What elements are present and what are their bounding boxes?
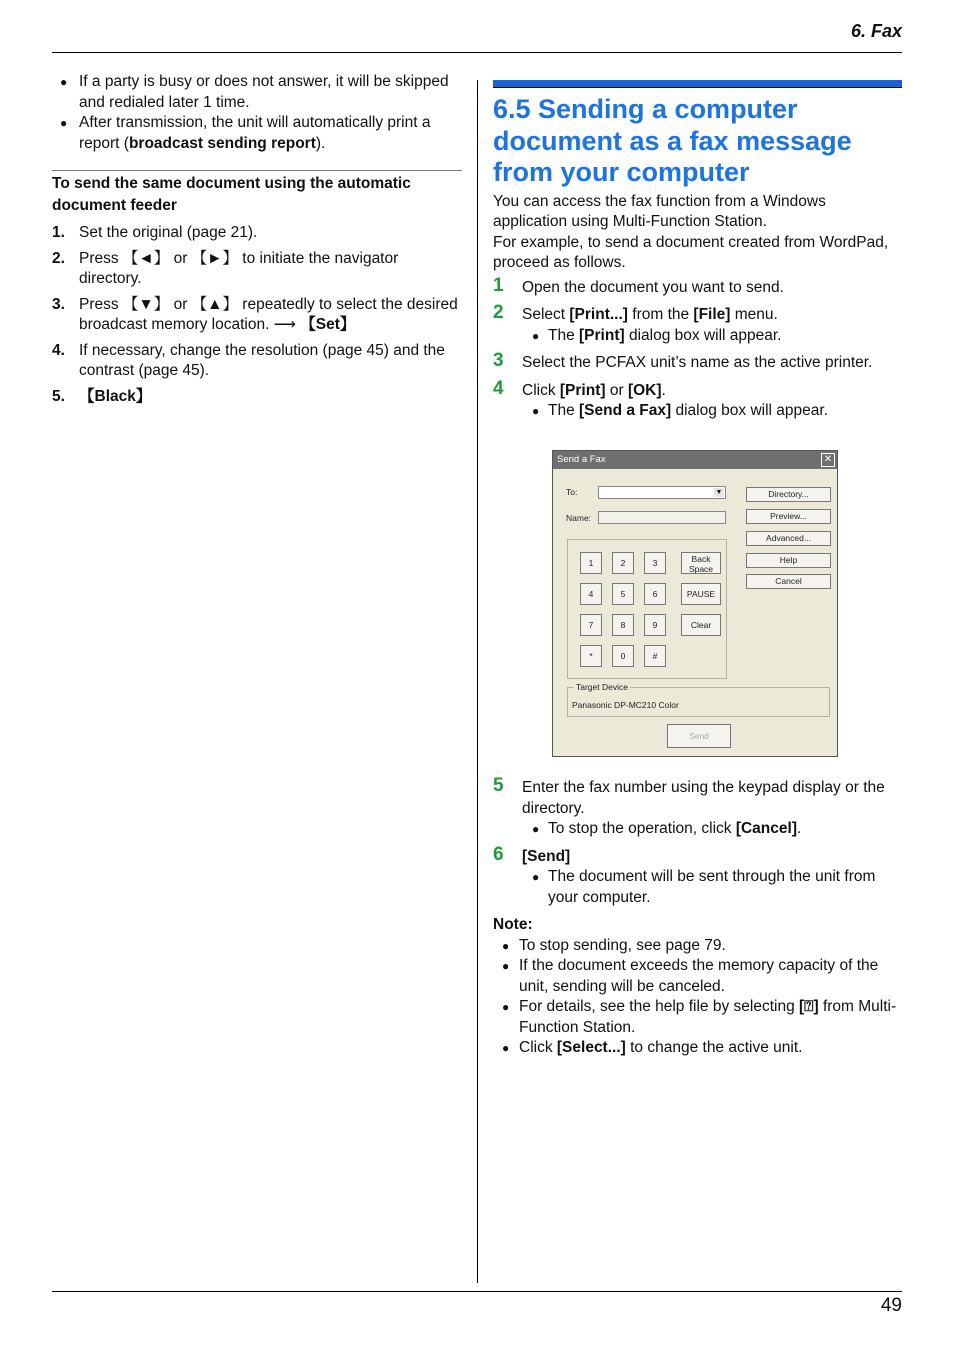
step-item: 1 Open the document you want to send. [493,274,784,296]
note-item: ● Click [Select...] to change the active unit. [493,1038,902,1059]
close-icon[interactable]: ✕ [821,453,835,467]
bullet-icon: ● [532,822,540,836]
bullet-icon: ● [502,959,510,973]
send-a-fax-dialog [552,450,838,757]
step-item: 4 Click [Print] or [OK]. ● The [Send a Fax] dialog box will appear. [493,381,902,422]
pause-button[interactable]: PAUSE [681,583,721,605]
note-item: ● To stop sending, see page 79. [493,936,902,957]
section-title-bar [493,80,902,88]
procedure-steps-continued [493,775,902,908]
bullet-list [52,72,462,154]
sub-bullet: ● To stop the operation, click [Cancel]. [522,819,902,840]
name-field[interactable] [598,511,726,524]
preview-button[interactable]: Preview... [746,509,831,524]
directory-button[interactable]: Directory... [746,487,831,502]
list-item: ● If a party is busy or does not answer, it will be skipped and redialed later 1 time. [60,73,449,111]
key-1[interactable]: 1 [580,552,602,574]
bullet-icon: ● [60,75,68,89]
key-7[interactable]: 7 [580,614,602,636]
note-list [493,936,902,1059]
section-title: 6.5 Sending a computer document as a fax message from your computer [493,94,852,187]
step-item: 2 Select [Print...] from the [File] menu. ● The [Print] dialog box will appear. [493,305,902,346]
numbered-steps [52,223,462,407]
chevron-down-icon[interactable]: ▼ [715,489,723,496]
note-title: Note: [493,916,533,933]
keypad-group [567,539,727,679]
step-item: 2. Press 【◄】 or 【►】 to initiate the navigator directory. [52,249,399,287]
bullet-icon: ● [532,870,540,884]
bullet-icon: ● [502,1000,510,1014]
step-item: 3 Select the PCFAX unit’s name as the active printer. [493,350,873,371]
note-item: ● For details, see the help file by selecting [⍰] from Multi-Function Station. [502,998,897,1036]
key-star[interactable]: * [580,645,602,667]
target-device-group [567,682,830,717]
clear-button[interactable]: Clear [681,614,721,636]
header-rule [52,52,902,53]
page-number: 49 [880,1295,902,1316]
procedure-steps [493,274,902,422]
send-button[interactable]: Send [667,724,731,748]
list-item: ● After transmission, the unit will automatically print a report (broadcast sending report). [60,114,431,152]
sub-bullet: ● The document will be sent through the unit from your computer. [532,868,876,906]
key-3[interactable]: 3 [644,552,666,574]
bullet-icon: ● [532,404,540,418]
key-6[interactable]: 6 [644,583,666,605]
intro-text: You can access the fax function from a Windows application using Multi-Function Station. For example, to send a document created from WordPad, proceed as follows. [493,192,889,271]
chapter-label: 6. Fax [850,21,902,41]
advanced-button[interactable]: Advanced... [746,531,831,546]
cancel-button[interactable]: Cancel [746,574,831,589]
help-button[interactable]: Help [746,553,831,568]
bullet-icon: ● [532,328,540,343]
name-label: Name: [566,513,592,523]
key-9[interactable]: 9 [644,614,666,636]
key-2[interactable]: 2 [612,552,634,574]
bullet-icon: ● [502,1041,510,1055]
sub-bullet: ● The [Print] dialog box will appear. [522,326,902,347]
step-item: 5. 【Black】 [52,387,152,405]
dialog-titlebar [553,451,837,469]
right-column [493,80,902,429]
step-item: 1. Set the original (page 21). [52,224,258,241]
dialog-title: Send a Fax [557,454,606,465]
key-5[interactable]: 5 [612,583,634,605]
step-item: 6 [Send] ● The document will be sent through the unit from your computer. [493,847,902,909]
right-column-continued [493,775,902,1059]
target-device-label: Target Device [576,682,628,692]
note-block [493,915,902,1059]
to-label: To: [566,487,578,497]
sub-bullet: ● The [Send a Fax] dialog box will appear. [522,401,902,422]
step-item: 5 Enter the fax number using the keypad display or the directory. ● To stop the operation, click [Cancel]. [493,778,902,840]
note-item: ● If the document exceeds the memory capacity of the unit, sending will be canceled. [502,957,879,995]
key-4[interactable]: 4 [580,583,602,605]
target-device-value: Panasonic DP-MC210 Color [572,700,679,710]
section-subheading: To send the same document using the automatic document feeder [52,170,462,217]
column-divider [477,80,478,1283]
backspace-button[interactable]: Back Space [681,552,721,574]
step-item: 3. Press 【▼】 or 【▲】 repeatedly to select the desired broadcast memory location. ⟶ 【Set】 [52,295,458,333]
bullet-icon: ● [502,938,510,953]
key-hash[interactable]: # [644,645,666,667]
footer-rule [52,1291,902,1292]
key-8[interactable]: 8 [612,614,634,636]
key-0[interactable]: 0 [612,645,634,667]
left-column [52,72,462,412]
to-combobox[interactable] [598,486,726,499]
step-item: 4. If necessary, change the resolution (page 45) and the contrast (page 45). [52,341,445,379]
bullet-icon: ● [60,116,68,130]
